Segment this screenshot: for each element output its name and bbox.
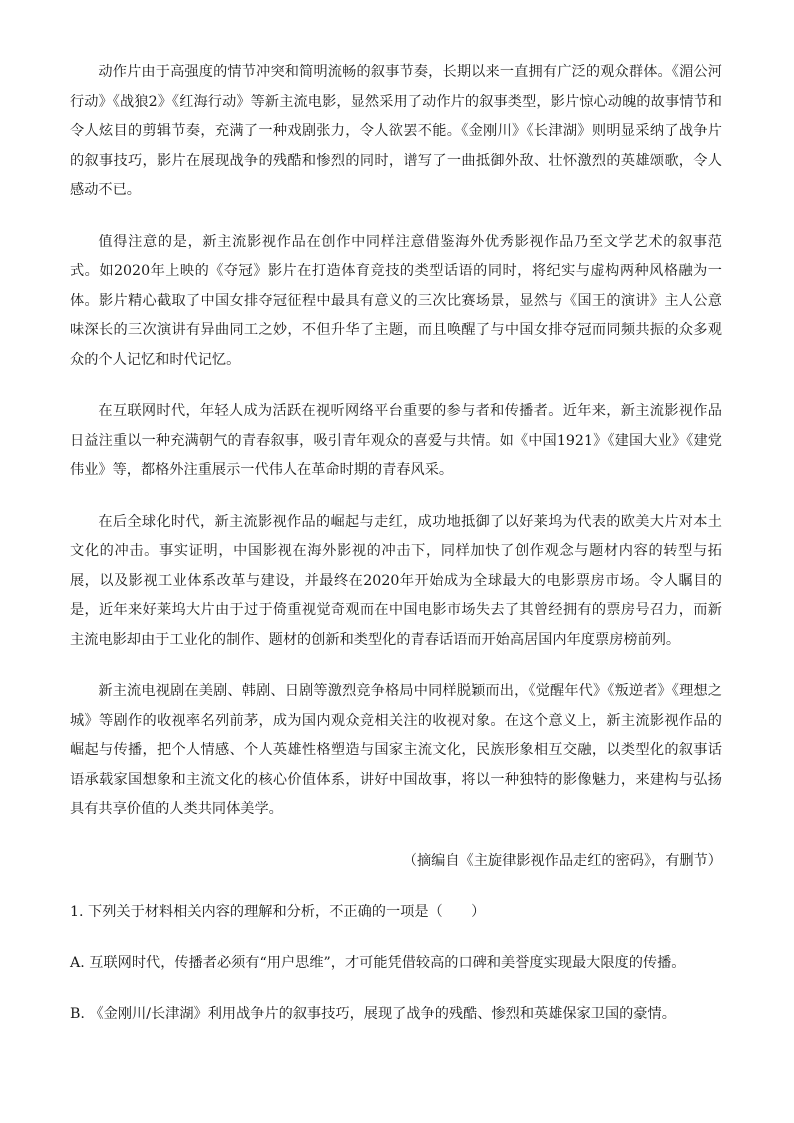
question-stem: 1. 下列关于材料相关内容的理解和分析，不正确的一项是（ ） xyxy=(70,903,486,920)
document-page xyxy=(70,58,722,1051)
paragraph-tv-dramas: 新主流电视剧在美剧、韩剧、日剧等激烈竞争格局中同样脱颖而出，《觉醒年代》《叛逆者》《理想之城》等剧作的收视率名列前茅，成为国内观众竞相关注的收视对象。在这个意义上，新主流影视作品的崛起与传播，把个人情感、个人英雄性格塑造与国家主流文化，民族形象相互交融，以类型化的叙事话语承载家国想象和主流文化的核心价值体系，讲好中国故事，将以一种独特的影像魅力，来建构与弘扬具有共享价值的人类共同体美学。 xyxy=(70,683,722,817)
paragraph-action-films: 动作片由于高强度的情节冲突和简明流畅的叙事节奏，长期以来一直拥有广泛的观众群体。《湄公河行动》《战狼2》《红海行动》等新主流电影，显然采用了动作片的叙事类型，影片惊心动魄的故事情节和令人炫目的剪辑节奏，充满了一种戏剧张力，令人欲罢不能。《金刚川》《长津湖》则明显采纳了战争片的叙事技巧，影片在展现战争的残酷和惨烈的同时，谱写了一曲抵御外敌、壮怀激烈的英雄颂歌，令人感动不已。 xyxy=(70,64,722,198)
source-citation: （摘编自《主旋律影视作品走红的密码》，有删节） xyxy=(402,852,722,869)
paragraph-narrative-paradigm: 值得注意的是，新主流影视作品在创作中同样注意借鉴海外优秀影视作品乃至文学艺术的叙事范式。如2020年上映的《夺冠》影片在打造体育竞技的类型话语的同时，将纪实与虚构两种风格融为一体。影片精心截取了中国女排夺冠征程中最具有意义的三次比赛场景，显然与《国王的演讲》主人公意味深长的三次演讲有异曲同工之妙，不但升华了主题，而且唤醒了与中国女排夺冠而同频共振的众多观众的个人记忆和时代记忆。 xyxy=(70,233,722,368)
paragraph-internet-era: 在互联网时代，年轻人成为活跃在视听网络平台重要的参与者和传播者。近年来，新主流影视作品日益注重以一种充满朝气的青春叙事，吸引青年观众的喜爱与共情。如《中国1921》《建国大业》《建党伟业》等，都格外注重展示一代伟人在革命时期的青春风采。 xyxy=(70,403,722,478)
option-a: A. 互联网时代，传播者必须有“用户思维”，才可能凭借较高的口碑和美誉度实现最大限度的传播。 xyxy=(70,954,686,971)
paragraph-post-globalization: 在后全球化时代，新主流影视作品的崛起与走红，成功地抵御了以好莱坞为代表的欧美大片对本土文化的冲击。事实证明，中国影视在海外影视的冲击下，同样加快了创作观念与题材内容的转型与拓展，以及影视工业体系改革与建设，并最终在2020年开始成为全球最大的电影票房市场。令人瞩目的是，近年来好莱坞大片由于过于倚重视觉奇观而在中国电影市场失去了其曾经拥有的票房号召力，而新主流电影却由于工业化的制作、题材的创新和类型化的青春话语而开始高居国内年度票房榜前列。 xyxy=(70,513,722,648)
option-b: B. 《金刚川/长津湖》利用战争片的叙事技巧，展现了战争的残酷、惨烈和英雄保家卫国的豪情。 xyxy=(70,1005,676,1022)
